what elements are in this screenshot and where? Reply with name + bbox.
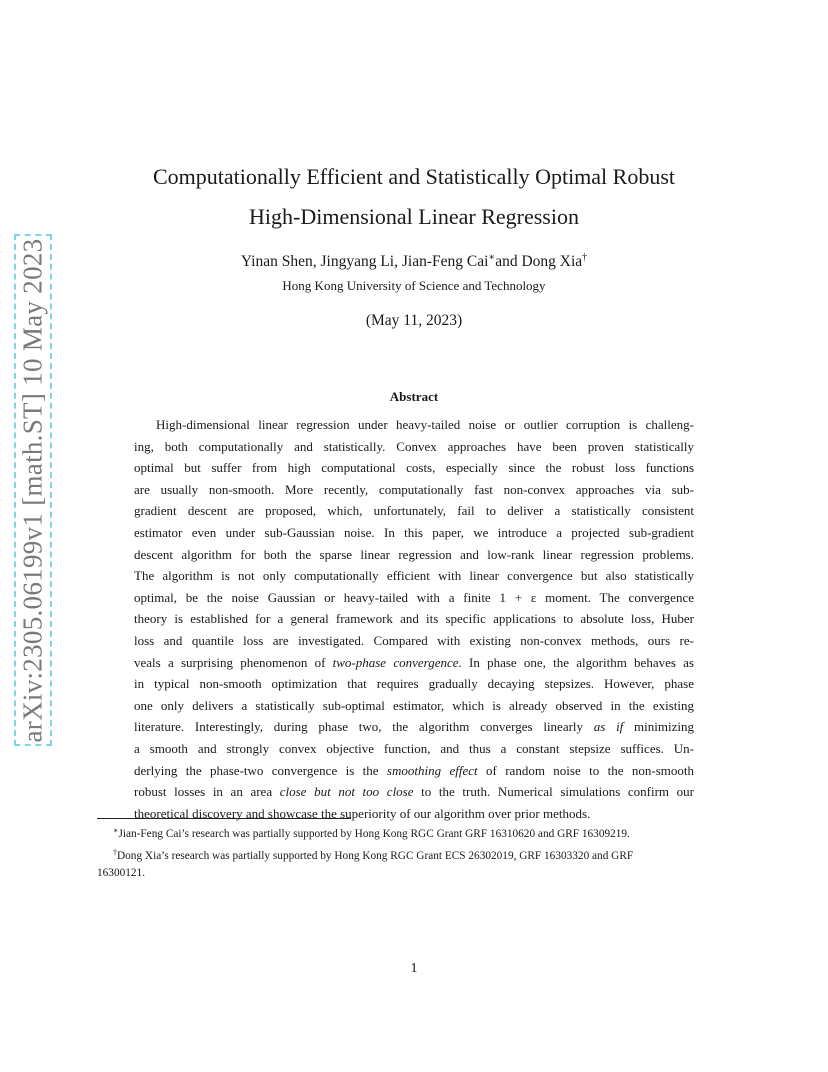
abstract-line: in typical non-smooth optimization that requires gradually decaying stepsizes. However, phase [134, 676, 694, 692]
author-list [100, 252, 728, 271]
abstract-line: The algorithm is not only computationally efficient with linear convergence but also statistically [134, 568, 694, 584]
footnotes [97, 822, 731, 883]
abstract-line: ing, both computationally and statistically. Convex approaches have been proven statistically [134, 438, 694, 454]
arxiv-identifier-stamp [14, 234, 52, 746]
abstract-text: minimizing [623, 719, 694, 735]
italic-term-smoothing: smoothing effect [386, 762, 478, 778]
abstract-line: gradient descent are proposed, which, unfortunately, fail to deliver a statistically consistent [134, 503, 694, 519]
abstract-line: High-dimensional linear regression under heavy-tailed noise or outlier corruption is challeng- [156, 417, 694, 432]
italic-term-as-if: as if [593, 719, 624, 735]
abstract-line: estimator even under sub-Gaussian noise. In this paper, we introduce a projected sub-gradient [134, 524, 694, 540]
abstract-line-mixed [134, 781, 694, 803]
footnote-2 [97, 844, 731, 866]
author-last: and Dong Xia [495, 253, 583, 270]
paper-title-line-1: Computationally Efficient and Statistically Optimal Robust [152, 164, 676, 189]
abstract-line: optimal but suffer from high computational costs, especially since the robust loss functions [134, 460, 694, 476]
author-names: Yinan Shen, Jingyang Li, Jian-Feng Cai [240, 253, 489, 270]
footnote-2-text: Dong Xia’s research was partially supported by Hong Kong RGC Grant ECS 26302019, GRF 16303320 and GRF [117, 849, 634, 862]
abstract-text: of random noise to the non-smooth [477, 762, 694, 778]
abstract-text: derlying the phase-two convergence is the [134, 762, 387, 778]
paper-title-line-2: High-Dimensional Linear Regression [249, 204, 579, 229]
abstract-line-mixed [134, 652, 694, 674]
abstract-body [134, 414, 694, 824]
italic-term-close: close but not too close [279, 784, 414, 800]
abstract-line: a smooth and strongly convex objective function, and thus a constant stepsize suffices. Un- [134, 740, 694, 756]
abstract-line: one only delivers a statistically sub-optimal estimator, which is already observed in the existing [134, 697, 694, 713]
abstract-text: . In phase one, the algorithm behaves as [458, 654, 694, 670]
abstract-heading: Abstract [389, 389, 439, 404]
footnote-1 [97, 822, 731, 844]
abstract-line-mixed [134, 760, 694, 782]
footnote-2-continued: 16300121. [97, 867, 146, 879]
abstract-line-mixed [134, 716, 694, 738]
abstract-text: veals a surprising phenomenon of [134, 654, 333, 670]
footnote-divider [97, 818, 351, 819]
abstract-line: are usually non-smooth. More recently, computationally fast non-convex approaches via sub- [134, 481, 694, 497]
author-affiliation: Hong Kong University of Science and Technology [282, 278, 546, 293]
publication-date: (May 11, 2023) [365, 312, 463, 329]
abstract-line: loss and quantile loss are investigated. Compared with existing non-convex methods, ours re- [134, 632, 694, 648]
paper-title [100, 157, 728, 237]
author-footnote-mark-1: ∗ [488, 252, 496, 263]
abstract-line: optimal, be the noise Gaussian or heavy-tailed with a finite 1 + ε moment. The convergence [134, 589, 694, 605]
abstract-text: literature. Interestingly, during phase two, the algorithm converges linearly [134, 719, 594, 735]
author-footnote-mark-2: † [582, 252, 588, 263]
abstract-text: robust losses in an area [134, 784, 280, 800]
footnote-mark-2: † [113, 847, 117, 857]
italic-term-two-phase: two-phase convergence [332, 654, 459, 670]
abstract-line: theory is established for a general framework and its specific applications to absolute loss, Huber [134, 611, 694, 627]
footnote-mark-1: ∗ [113, 826, 119, 835]
abstract-line: theoretical discovery and showcase the superiority of our algorithm over prior methods. [134, 805, 591, 821]
abstract-text: to the truth. Numerical simulations confirm our [413, 784, 694, 800]
abstract-line: descent algorithm for both the sparse linear regression and low-rank linear regression problems. [134, 546, 694, 562]
page-number: 1 [410, 961, 418, 976]
arxiv-identifier-text: arXiv:2305.06199v1 [math.ST] 10 May 2023 [17, 238, 48, 742]
footnote-1-text: Jian-Feng Cai’s research was partially supported by Hong Kong RGC Grant GRF 16310620 and GRF 16309219. [118, 828, 630, 840]
